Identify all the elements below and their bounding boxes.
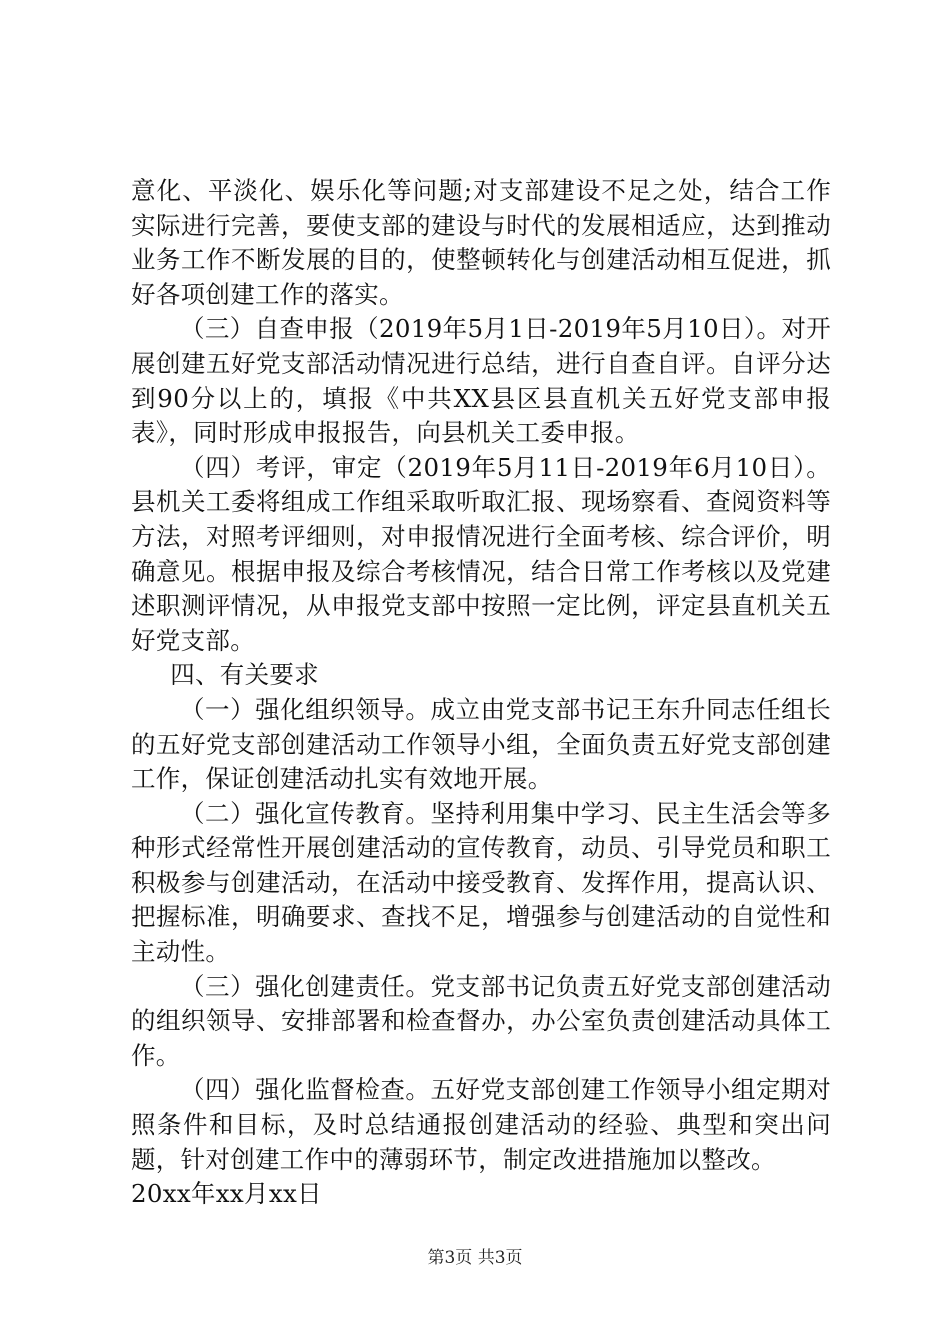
document-body xyxy=(131,174,831,1212)
document-date: 20xx年xx月xx日 xyxy=(131,1179,322,1209)
page-number-footer: 第3页 共3页 xyxy=(427,1248,523,1268)
paragraph-self-check: （三）自查申报（2019年5月1日-2019年5月10日）。对开展创建五好党支部活动情况进行总结，进行自查自评。自评分达到90分以上的，填报《中共XX县区县直机关五好党支部申报表》，同时形成申报报告，向县机关工委申报。 xyxy=(131,314,831,448)
paragraph-supervision: （四）强化监督检查。五好党支部创建工作领导小组定期对照条件和目标，及时总结通报创建活动的经验、典型和突出问题，针对创建工作中的薄弱环节，制定改进措施加以整改。 xyxy=(131,1075,831,1174)
paragraph-leadership: （一）强化组织领导。成立由党支部书记王东升同志任组长的五好党支部创建活动工作领导小组，全面负责五好党支部创建工作，保证创建活动扎实有效地开展。 xyxy=(131,694,831,794)
section-heading-requirements: 四、有关要求 xyxy=(170,660,319,690)
paragraph-responsibility: （三）强化创建责任。党支部书记负责五好党支部创建活动的组织领导、安排部署和检查督办，办公室负责创建活动具体工作。 xyxy=(131,971,831,1070)
paragraph-continuation: 意化、平淡化、娱乐化等问题;对支部建设不足之处，结合工作实际进行完善，要使支部的建设与时代的发展相适应，达到推动业务工作不断发展的目的，使整顿转化与创建活动相互促进，抓好各项创建工作的落实。 xyxy=(131,176,831,309)
paragraph-publicity: （二）强化宣传教育。坚持利用集中学习、民主生活会等多种形式经常性开展创建活动的宣传教育，动员、引导党员和职工积极参与创建活动，在活动中接受教育、发挥作用，提高认识、把握标准，明确要求、查找不足，增强参与创建活动的自觉性和主动性。 xyxy=(131,798,831,967)
paragraph-evaluation: （四）考评，审定（2019年5月11日-2019年6月10日）。县机关工委将组成工作组采取听取汇报、现场察看、查阅资料等方法，对照考评细则，对申报情况进行全面考核、综合评价，明确意见。根据申报及综合考核情况，结合日常工作考核以及党建述职测评情况，从申报党支部中按照一定比例，评定县直机关五好党支部。 xyxy=(131,452,831,655)
